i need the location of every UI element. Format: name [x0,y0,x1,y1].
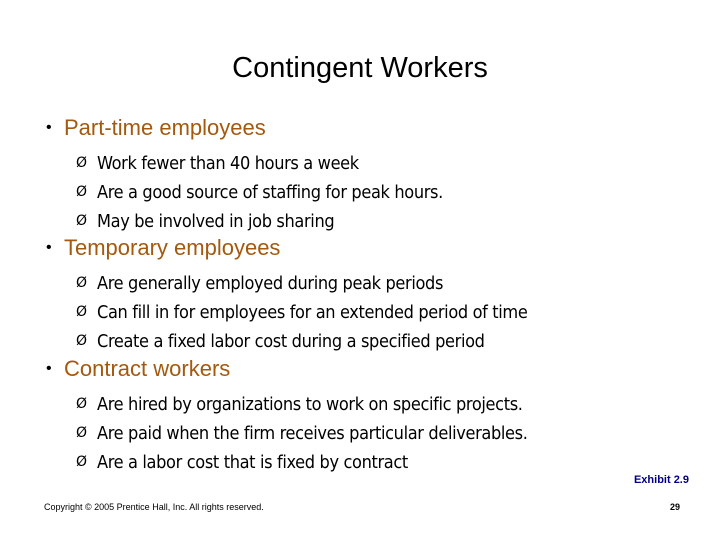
arrow-bullet-icon: Ø [76,425,88,441]
sub-item [76,448,686,477]
arrow-bullet-icon: Ø [76,333,88,349]
section-label: Part-time employees [64,115,266,140]
section-heading [46,113,686,143]
arrow-bullet-icon: Ø [76,275,88,291]
copyright-notice: Copyright © 2005 Prentice Hall, Inc. All rights reserved. [44,502,264,512]
sub-item-text: Work fewer than 40 hours a week [97,153,359,174]
section-contract [46,354,686,477]
section-temporary [46,233,686,356]
arrow-bullet-icon: Ø [76,213,88,229]
sub-item-list [76,269,686,356]
section-label: Temporary employees [64,235,281,260]
arrow-bullet-icon: Ø [76,304,88,320]
sub-item-text: Are hired by organizations to work on specific projects. [97,394,523,415]
sub-item [76,390,686,419]
sub-item-text: Are paid when the firm receives particular deliverables. [97,423,528,444]
arrow-bullet-icon: Ø [76,396,88,412]
arrow-bullet-icon: Ø [76,184,88,200]
sub-item-text: Can fill in for employees for an extended period of time [97,302,528,323]
arrow-bullet-icon: Ø [76,155,88,171]
bullet-icon: • [46,239,52,256]
slide-title: Contingent Workers [232,52,488,84]
sub-item [76,327,686,356]
sub-item-text: Create a fixed labor cost during a specified period [97,331,485,352]
bullet-icon: • [46,360,52,377]
sub-item [76,269,686,298]
sub-item-text: Are a good source of staffing for peak hours. [97,182,443,203]
sub-item-text: Are a labor cost that is fixed by contract [97,452,408,473]
section-part-time [46,113,686,236]
sub-item [76,207,686,236]
bullet-icon: • [46,119,52,136]
sub-item-list [76,390,686,477]
sub-item [76,419,686,448]
section-heading [46,354,686,384]
section-heading [46,233,686,263]
arrow-bullet-icon: Ø [76,454,88,470]
sub-item-text: Are generally employed during peak periods [97,273,444,294]
sub-item-list [76,149,686,236]
sub-item [76,178,686,207]
sub-item-text: May be involved in job sharing [97,211,335,232]
section-label: Contract workers [64,356,231,381]
exhibit-label: Exhibit 2.9 [633,474,689,486]
sub-item [76,298,686,327]
sub-item [76,149,686,178]
page-number: 29 [669,502,680,512]
